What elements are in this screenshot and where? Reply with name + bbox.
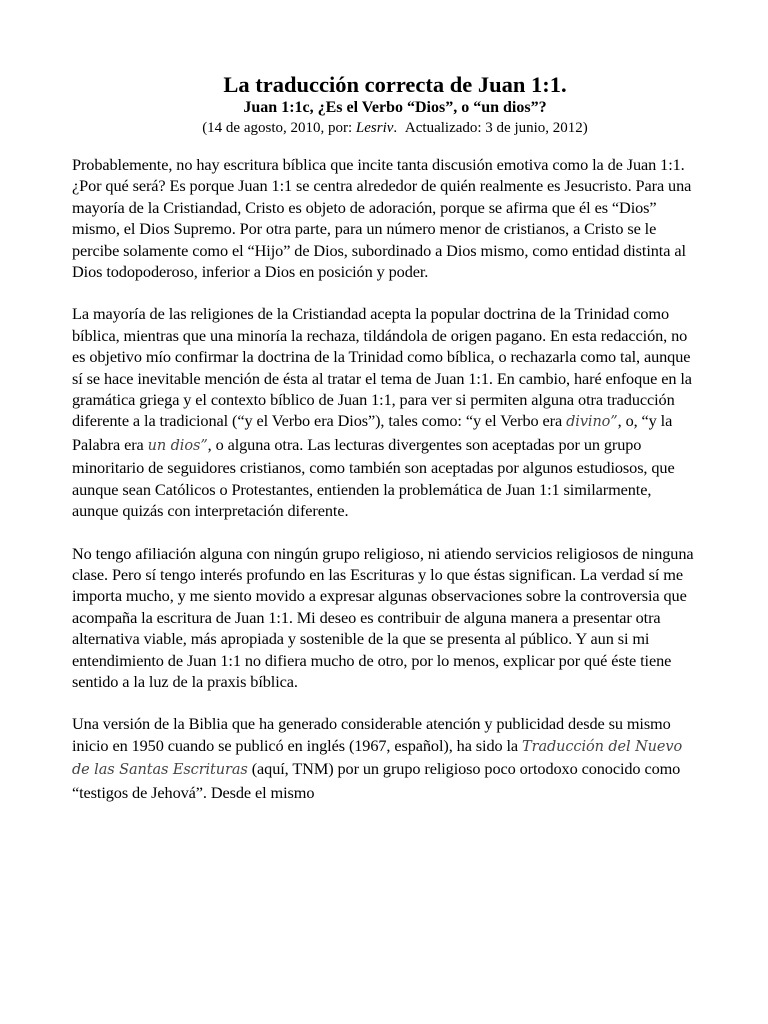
document-subtitle: Juan 1:1c, ¿Es el Verbo “Dios”, o “un dios”? (243, 99, 547, 116)
document-title: La traducción correcta de Juan 1:1. (223, 72, 567, 97)
byline-date: (14 de agosto, 2010, por: (202, 120, 356, 136)
byline (72, 118, 698, 138)
paragraph-2-text-a: La mayoría de las religiones de la Cristiandad acepta la popular doctrina de la Trinidad como bíblica, mientras que una minoría la rechaza, tildándola de origen pagano. En esta redacción, no es objetivo mío confirmar la doctrina de la Trinidad como bíblica, o rechazarla como tal, aunque sí se hace inevitable mención de ésta al tratar el tema de Juan 1:1. En cambio, haré enfoque en la gramática griega y el contexto bíblico de Juan 1:1, para ver si permiten alguna otra traducción diferente a la tradicional (“y el Verbo era Dios”), tales como: “y el Verbo era (72, 304, 692, 431)
updated-date: Actualizado: 3 de junio, 2012) (404, 120, 588, 136)
document-page (72, 72, 698, 824)
author-name: Lesriv (355, 120, 394, 136)
paragraph-4-text-a: Una versión de la Biblia que ha generado considerable atención y publicidad desde su mismo inicio en 1950 cuando se publicó en inglés (1967, español), ha sido la (72, 714, 671, 755)
paragraph-4-text-b: (aquí, TNM) por un grupo religioso poco ortodoxo conocido como “testigos de Jehová”. Desde el mismo (72, 759, 681, 802)
paragraph-2 (72, 303, 698, 521)
paragraph-1: Probablemente, no hay escritura bíblica que incite tanta discusión emotiva como la de Juan 1:1. ¿Por qué será? Es porque Juan 1:1 se centra alrededor de quién realmente es Jesucristo. Para una mayoría de la Cristiandad, Cristo es objeto de adoración, porque se afirma que él es “Dios” mismo, el Dios Supremo. Por otra parte, para un número menor de cristianos, a Cristo se le percibe solamente como el “Hijo” de Dios, subordinado a Dios mismo, como entidad distinta al Dios todopoderoso, inferior a Dios en posición y poder. (72, 155, 692, 282)
paragraph-4 (72, 713, 698, 803)
byline-period: . (393, 120, 398, 136)
paragraph-2-text-c: , o alguna otra. Las lecturas divergentes son aceptadas por un grupo minoritario de seguidores cristianos, como también son aceptadas por algunos estudiosos, que aunque sean Católicos o Protestantes, entienden la problemática de Juan 1:1 similarmente, aunque quizás con interpretación diferente. (72, 434, 675, 521)
paragraph-3: No tengo afiliación alguna con ningún grupo religioso, ni atiendo servicios religiosos de ninguna clase. Pero sí tengo interés profundo en las Escrituras y lo que éstas significan. La verdad sí me importa mucho, y me siento movido a expresar algunas observaciones sobre la controversia que acompaña la escritura de Juan 1:1. Mi deseo es contribuir de alguna manera a presentar otra alternativa viable, más apropiada y sostenible de la que se presenta al público. Y aun si mi entendimiento de Juan 1:1 no difiera mucho de otro, por lo menos, explicar por qué éste tiene sentido a la luz de la praxis bíblica. (72, 543, 694, 691)
paragraph-2-text-b: , o, “y la Palabra era (72, 411, 673, 454)
paragraph-2-italic-divino: divino” (566, 414, 618, 431)
paragraph-2-italic-un-dios: un dios” (147, 437, 208, 454)
paragraph-4-italic-title: Traducción del Nuevo de las Santas Escrituras (72, 738, 683, 779)
